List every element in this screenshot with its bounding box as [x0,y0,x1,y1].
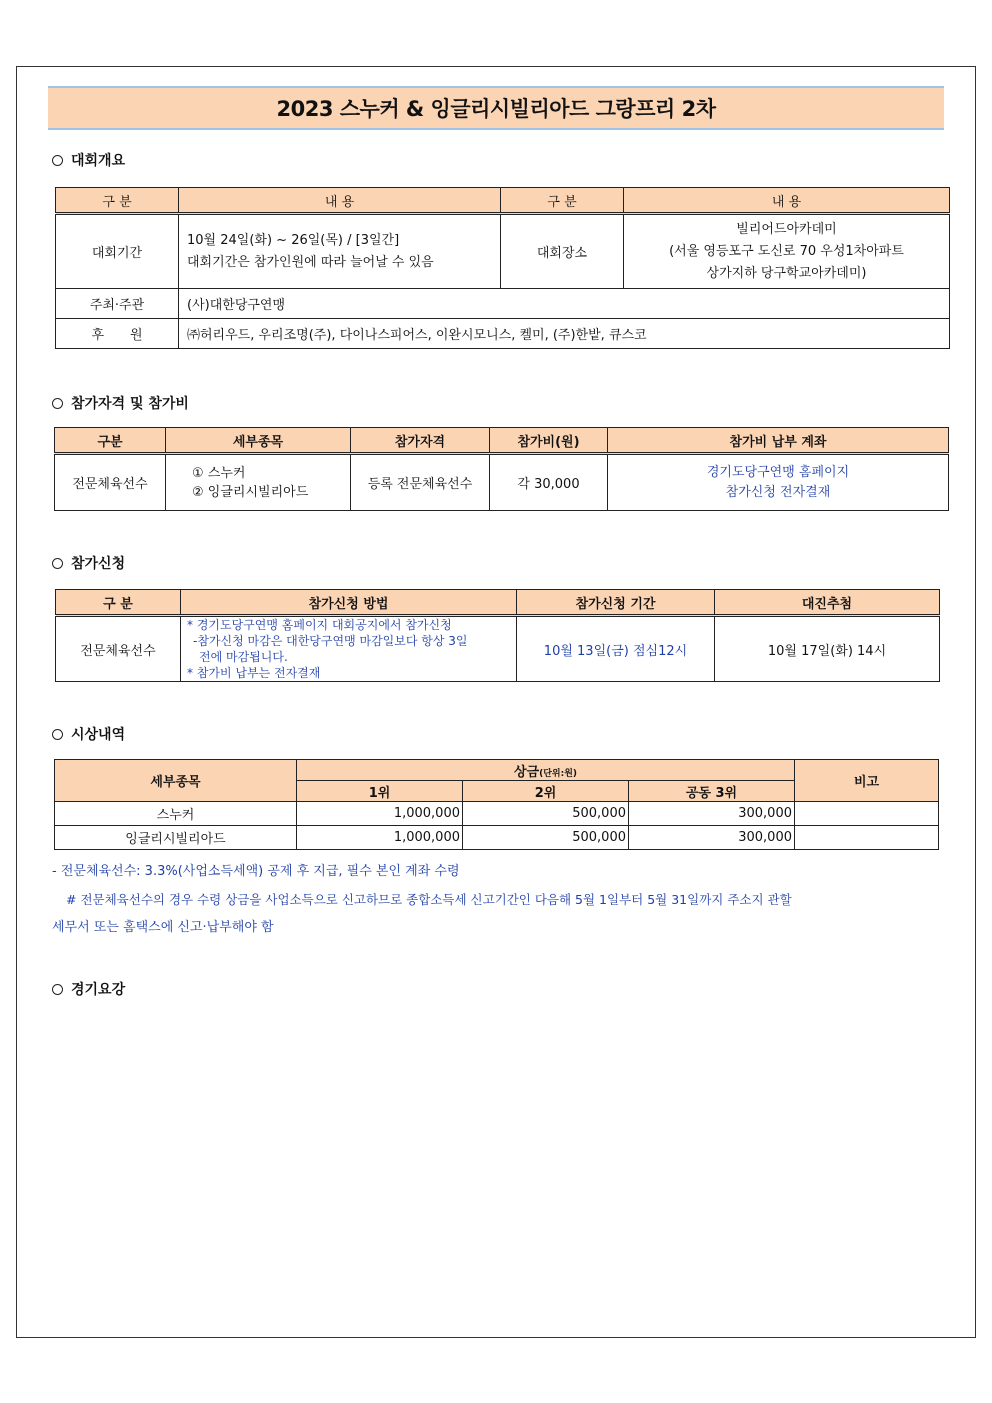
event-item: ② 잉글리시빌리아드 [192,484,309,500]
section-heading-eligibility [52,393,189,413]
table-header: 참가비 납부 계좌 [608,428,949,454]
section-heading-rules [52,979,125,999]
application-category: 전문체육선수 [56,616,181,682]
period-line: 대회기간은 참가인원에 따라 늘어날 수 있음 [187,254,434,270]
prize-table [54,759,939,850]
draw-date: 10월 17일(화) 14시 [715,616,940,682]
rank-header: 1위 [297,781,463,802]
period-line: 10월 24일(화) ~ 26일(목) / [3일간] [187,232,400,248]
venue-line: (서울 영등포구 도신로 70 우성1차아파트 [669,243,904,259]
table-header: 내 용 [624,188,950,214]
prize-unit: (단위:원) [539,768,578,779]
application-method [181,616,517,682]
section-heading-prizes [52,724,125,744]
section-heading-overview [52,150,125,170]
prize-event: 잉글리시빌리아드 [55,826,297,850]
payment-line: 참가신청 전자결재 [725,484,831,500]
section-heading-label: 참가신청 [71,556,126,572]
table-header: 구분 [55,428,166,454]
table-row [55,826,939,850]
eligibility-category: 전문체육선수 [55,454,166,511]
section-heading-label: 대회개요 [71,153,126,169]
table-row [55,802,939,826]
venue-line: 상가지하 당구학교아카데미) [706,265,867,281]
payment-account [608,454,949,511]
method-line: * 참가비 납부는 전자결재 [187,666,321,680]
table-header: 참가신청 방법 [181,590,517,616]
rank-header: 공동 3위 [629,781,795,802]
method-line: 전에 마감됩니다. [199,650,288,664]
circle-bullet-icon [52,984,63,995]
prize-header-label: 상금 [513,764,540,780]
prize-note [795,826,939,850]
eligibility-qualification: 등록 전문체육선수 [351,454,490,511]
table-header: 세부종목 [55,760,297,802]
table-header: 참가자격 [351,428,490,454]
application-table [55,589,940,682]
section-heading-label: 참가자격 및 참가비 [71,396,189,412]
eligibility-fee: 각 30,000 [490,454,608,511]
prize-event: 스누커 [55,802,297,826]
table-header: 구 분 [56,188,179,214]
method-line: * 경기도당구연맹 홈페이지 대회공지에서 참가신청 [187,618,452,632]
event-item: ① 스누커 [192,465,246,481]
circle-bullet-icon [52,398,63,409]
prize-third: 300,000 [629,826,795,850]
table-header: 내 용 [179,188,501,214]
sponsor-label: 후 원 [56,319,179,349]
rank-header: 2위 [463,781,629,802]
table-header: 비고 [795,760,939,802]
circle-bullet-icon [52,558,63,569]
venue-line: 빌리어드아카데미 [736,221,837,237]
table-header: 구 분 [56,590,181,616]
prize-first: 1,000,000 [297,802,463,826]
report-note-line2: 세무서 또는 홈택스에 신고·납부해야 함 [52,920,274,935]
circle-bullet-icon [52,729,63,740]
eligibility-table [54,427,949,511]
section-heading-label: 시상내역 [71,727,126,743]
period-value [179,214,501,289]
report-note-line1: # 전문체육선수의 경우 수령 상금을 사업소득으로 신고하므로 종합소득세 신고기간인 다음해 5월 1일부터 5월 31일까지 주소지 관할 [66,892,792,907]
method-line: -참가신청 마감은 대한당구연맹 마감일보다 항상 3일 [193,634,468,648]
sponsor-value: ㈜허리우드, 우리조명(주), 다이나스피어스, 이완시모니스, 켈미, (주)한밭, 큐스코 [179,319,950,349]
overview-table [55,187,950,349]
prize-second: 500,000 [463,826,629,850]
prize-third: 300,000 [629,802,795,826]
table-header: 참가비(원) [490,428,608,454]
table-header: 구 분 [501,188,624,214]
venue-label: 대회장소 [501,214,624,289]
period-label: 대회기간 [56,214,179,289]
application-period: 10월 13일(금) 점심12시 [517,616,715,682]
prize-second: 500,000 [463,802,629,826]
prize-note [795,802,939,826]
payment-line: 경기도당구연맹 홈페이지 [706,464,850,480]
eligibility-events [166,454,351,511]
tax-note: - 전문체육선수: 3.3%(사업소득세액) 공제 후 지급, 필수 본인 계좌 수령 [52,864,460,879]
table-header: 참가신청 기간 [517,590,715,616]
page-title: 2023 스누커 & 잉글리시빌리아드 그랑프리 2차 [48,86,944,130]
prize-first: 1,000,000 [297,826,463,850]
section-heading-label: 경기요강 [71,982,126,998]
venue-value [624,214,950,289]
host-label: 주최·주관 [56,289,179,319]
prize-header [297,760,795,781]
table-header: 세부종목 [166,428,351,454]
circle-bullet-icon [52,155,63,166]
table-header: 대진추첨 [715,590,940,616]
section-heading-application [52,553,125,573]
host-value: (사)대한당구연맹 [179,289,950,319]
